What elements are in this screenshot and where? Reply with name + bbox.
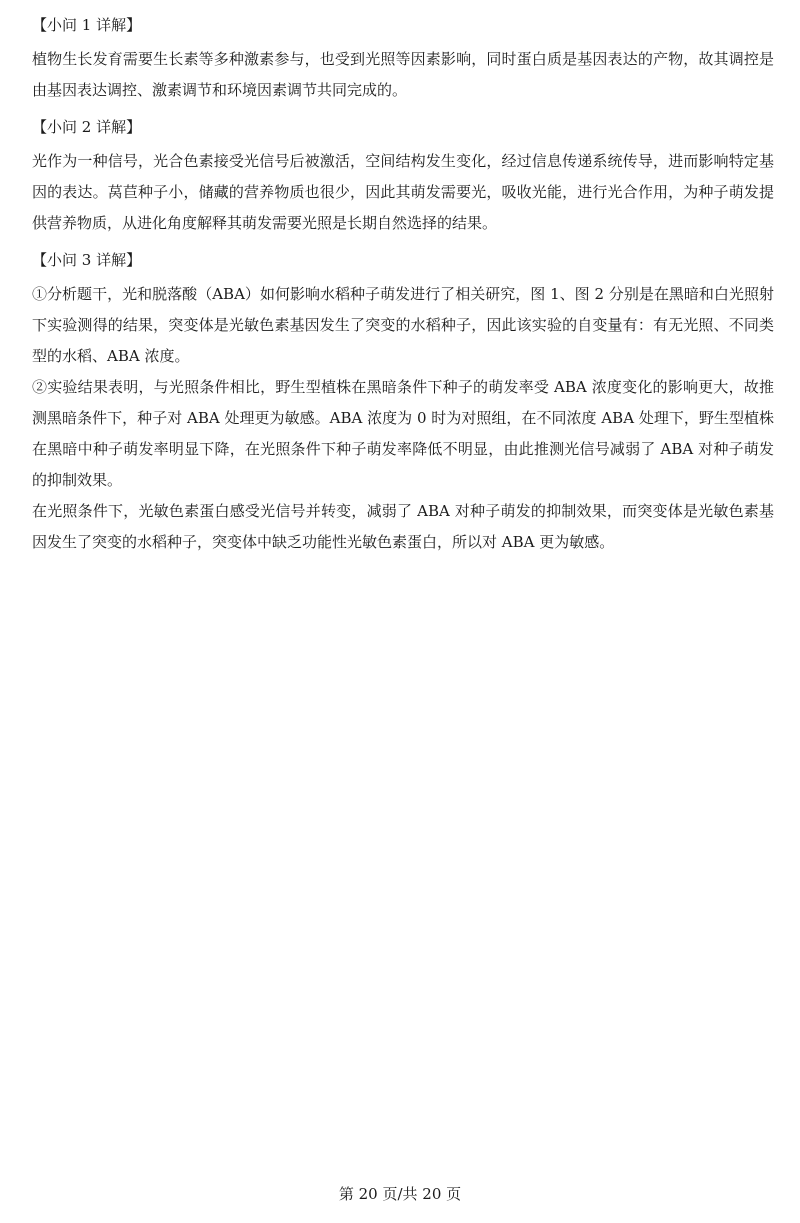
section-heading: 【小问 3 详解】: [32, 251, 142, 269]
section-paragraph: ①分析题干，光和脱落酸（ABA）如何影响水稻种子萌发进行了相关研究，图 1、图 2 分别是在黑暗和白光照射下实验测得的结果，突变体是光敏色素基因发生了突变的水稻种子，因此该实验的自变量有：有无光照、不同类型的水稻、ABA 浓度。: [32, 285, 774, 365]
section-q1: [32, 14, 774, 106]
answer-content: [32, 14, 774, 568]
section-q3: [32, 249, 774, 558]
section-q2: [32, 116, 774, 239]
page-number: 第 20 页/共 20 页: [338, 1185, 462, 1203]
section-paragraph: 植物生长发育需要生长素等多种激素参与，也受到光照等因素影响，同时蛋白质是基因表达的产物，故其调控是由基因表达调控、激素调节和环境因素调节共同完成的。: [32, 50, 774, 99]
section-paragraph: 光作为一种信号，光合色素接受光信号后被激活，空间结构发生变化，经过信息传递系统传导，进而影响特定基因的表达。莴苣种子小，储藏的营养物质也很少，因此其萌发需要光，吸收光能，进行光合作用，为种子萌发提供营养物质，从进化角度解释其萌发需要光照是长期自然选择的结果。: [32, 152, 774, 232]
section-paragraph: 在光照条件下，光敏色素蛋白感受光信号并转变，减弱了 ABA 对种子萌发的抑制效果，而突变体是光敏色素基因发生了突变的水稻种子，突变体中缺乏功能性光敏色素蛋白，所以对 ABA 更为敏感。: [32, 502, 774, 551]
section-heading: 【小问 2 详解】: [32, 118, 142, 136]
section-heading: 【小问 1 详解】: [32, 16, 142, 34]
section-paragraph: ②实验结果表明，与光照条件相比，野生型植株在黑暗条件下种子的萌发率受 ABA 浓度变化的影响更大，故推测黑暗条件下，种子对 ABA 处理更为敏感。ABA 浓度为 0 时为对照组，在不同浓度 ABA 处理下，野生型植株在黑暗中种子萌发率明显下降，在光照条件下种子萌发率降低不明显，由此推测光信号减弱了 ABA 对种子萌发的抑制效果。: [32, 378, 774, 489]
